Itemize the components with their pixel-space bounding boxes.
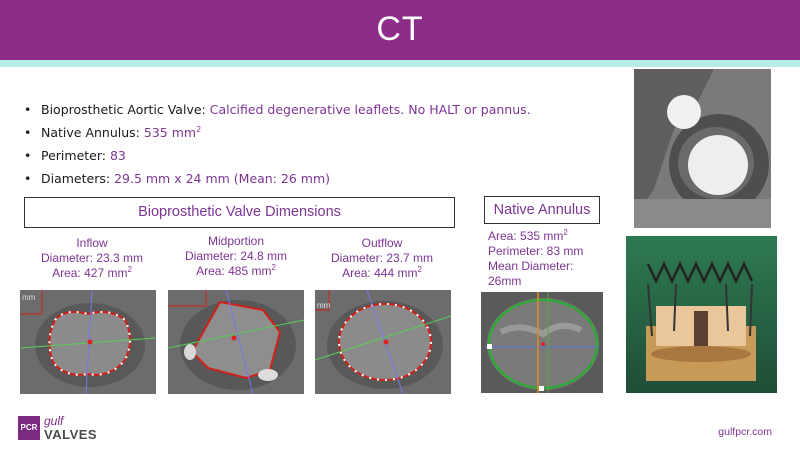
ct-valve-image (634, 69, 771, 228)
list-item (22, 144, 612, 167)
midportion-ct-image (168, 290, 304, 394)
scale-label: mm (317, 301, 331, 310)
pcr-logo-badge: PCR (18, 416, 40, 440)
section-diameter: Diameter: 23.3 mm (40, 251, 144, 265)
bullet-value: 535 $mm^2$ (143, 124, 202, 140)
list-item (22, 121, 612, 144)
bullet-label: Perimeter: (41, 148, 106, 163)
valve-dimensions-title: Bioprosthetic Valve Dimensions (24, 197, 455, 228)
section-diameter: Diameter: 24.8 mm (184, 249, 288, 263)
native-annulus-caption (488, 229, 608, 289)
native-annulus-title: Native Annulus (484, 196, 600, 224)
bioprosthetic-valve-photo (626, 236, 777, 393)
header-stripe (0, 60, 800, 67)
section-title: Inflow (76, 236, 108, 250)
midportion-caption (166, 234, 306, 279)
slide-title: CT (376, 10, 424, 48)
logo-valves-text: VALVES (44, 427, 98, 442)
bullet-value: 83 (109, 148, 126, 163)
annulus-mean-diameter-value: 26mm (488, 274, 522, 288)
header-bar (0, 0, 800, 60)
bullet-value: 29.5 mm x 24 mm (Mean: 26 mm) (114, 171, 331, 186)
bullet-label: Diameters: (41, 171, 111, 186)
bullet-label: Bioprosthetic Aortic Valve: (41, 102, 206, 117)
annulus-perimeter: Perimeter: 83 mm (488, 244, 584, 258)
scale-label: mm (22, 293, 36, 302)
bullet-value: Calcified degenerative leaflets. No HALT or pannus. (209, 102, 531, 117)
footer-website[interactable]: gulfpcr.com (718, 426, 772, 438)
section-area: Area: 444 $mm^2$ (342, 265, 422, 280)
logo-gulf-text: gulf (44, 414, 64, 428)
list-item (22, 167, 612, 190)
section-title: Midportion (207, 234, 265, 248)
inflow-ct-image (20, 290, 156, 394)
section-area: Area: 427 $mm^2$ (52, 265, 132, 280)
list-item (22, 98, 612, 121)
section-diameter: Diameter: 23.7 mm (330, 251, 434, 265)
section-title: Outflow (361, 236, 403, 250)
annulus-mean-diameter-label: Mean Diameter: (488, 259, 574, 273)
outflow-caption (312, 236, 452, 281)
native-annulus-ct-image (481, 292, 603, 393)
annulus-area: Area: 535 $mm^2$ (488, 228, 568, 243)
section-area: Area: 485 $mm^2$ (196, 263, 276, 278)
outflow-ct-image (315, 290, 451, 394)
gulf-pcr-valves-logo (18, 414, 128, 444)
inflow-caption (24, 236, 160, 281)
bullet-label: Native Annulus: (41, 125, 140, 140)
findings-list (22, 98, 612, 190)
